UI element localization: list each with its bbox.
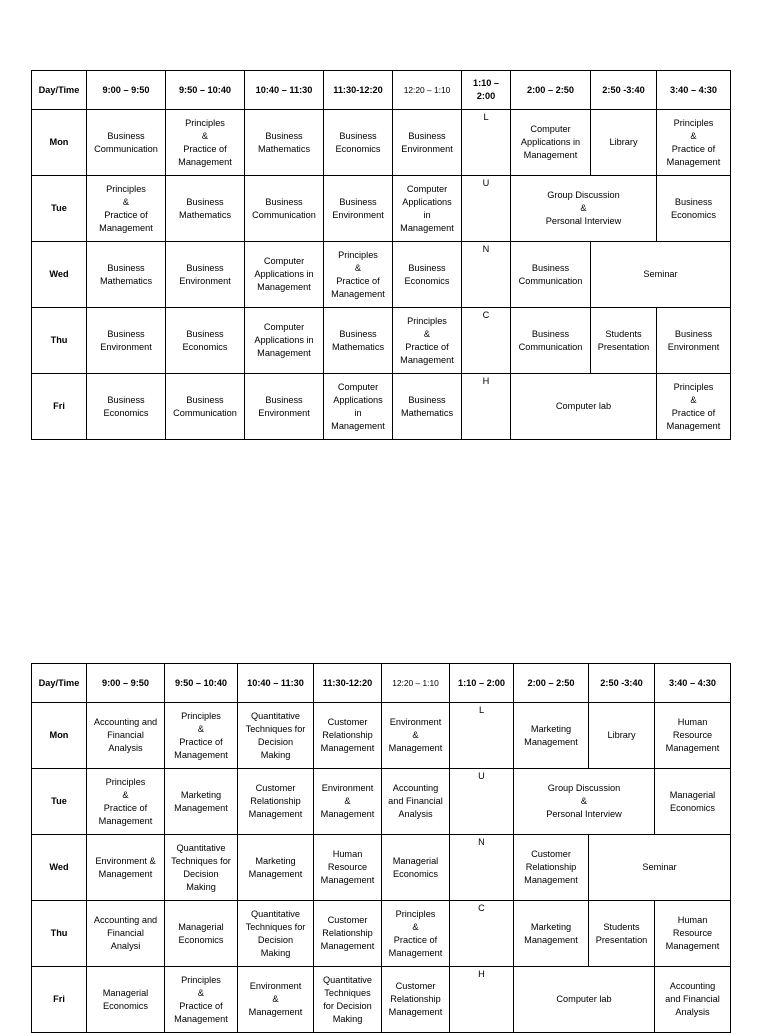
class-cell: Business Economics [166,308,245,374]
day-label: Thu [32,308,87,374]
class-cell: Marketing Management [165,769,238,835]
class-cell: Managerial Economics [165,901,238,967]
lunch-letter: N [462,242,511,308]
header-lunch: 1:10 – 2:00 [462,71,511,110]
class-cell: Group Discussion & Personal Interview [511,176,657,242]
header-slot-1: 9:00 – 9:50 [87,664,165,703]
class-cell: Business Economics [87,374,166,440]
class-cell: Managerial Economics [87,967,165,1033]
class-cell: Computer Applications in Management [245,308,324,374]
class-cell: Quantitative Techniques for Decision Making [238,703,314,769]
class-cell: Business Environment [166,242,245,308]
class-cell: Library [589,703,655,769]
header-day-time: Day/Time [32,664,87,703]
header-slot-8: 2:50 -3:40 [591,71,657,110]
class-cell: Environment & Management [382,703,450,769]
table-row [32,110,731,176]
class-cell: Library [591,110,657,176]
timetable-1 [31,70,731,440]
class-cell: Computer Applications in Management [511,110,591,176]
class-cell: Seminar [591,242,731,308]
class-cell: Principles & Practice of Management [657,110,731,176]
class-cell: Business Communication [166,374,245,440]
table-row [32,374,731,440]
day-label: Wed [32,835,87,901]
table-row [32,835,731,901]
class-cell: Principles & Practice of Management [382,901,450,967]
table-row [32,176,731,242]
class-cell: Accounting and Financial Analysis [655,967,731,1033]
class-cell: Business Mathematics [245,110,324,176]
class-cell: Principles & Practice of Management [166,110,245,176]
class-cell: Business Communication [511,308,591,374]
class-cell: Environment & Management [87,835,165,901]
class-cell: Managerial Economics [655,769,731,835]
class-cell: Human Resource Management [314,835,382,901]
lunch-letter: C [450,901,514,967]
day-label: Fri [32,374,87,440]
day-label: Wed [32,242,87,308]
class-cell: Students Presentation [591,308,657,374]
class-cell: Customer Relationship Management [382,967,450,1033]
class-cell: Marketing Management [514,703,589,769]
class-cell: Business Environment [245,374,324,440]
class-cell: Business Mathematics [393,374,462,440]
header-slot-7: 2:00 – 2:50 [514,664,589,703]
class-cell: Customer Relationship Management [314,901,382,967]
class-cell: Business Communication [87,110,166,176]
class-cell: Principles & Practice of Management [165,967,238,1033]
class-cell: Computer Applications in Management [393,176,462,242]
day-label: Mon [32,110,87,176]
class-cell: Accounting and Financial Analysi [87,901,165,967]
class-cell: Customer Relationship Management [514,835,589,901]
class-cell: Principles & Practice of Management [87,176,166,242]
header-slot-9: 3:40 – 4:30 [655,664,731,703]
class-cell: Seminar [589,835,731,901]
header-slot-1: 9:00 – 9:50 [87,71,166,110]
header-slot-5: 12:20 – 1:10 [382,664,450,703]
class-cell: Business Environment [324,176,393,242]
class-cell: Principles & Practice of Management [657,374,731,440]
class-cell: Customer Relationship Management [238,769,314,835]
class-cell: Computer lab [511,374,657,440]
lunch-letter: U [450,769,514,835]
header-row [32,71,731,110]
header-slot-5: 12:20 – 1:10 [393,71,462,110]
class-cell: Human Resource Management [655,901,731,967]
table-row [32,967,731,1033]
header-day-time: Day/Time [32,71,87,110]
day-label: Tue [32,769,87,835]
day-label: Fri [32,967,87,1033]
header-slot-4: 11:30-12:20 [314,664,382,703]
timetable-2 [31,663,731,1033]
class-cell: Principles & Practice of Management [165,703,238,769]
class-cell: Business Mathematics [166,176,245,242]
class-cell: Principles & Practice of Management [324,242,393,308]
lunch-letter: H [462,374,511,440]
class-cell: Business Communication [245,176,324,242]
header-row [32,664,731,703]
class-cell: Customer Relationship Management [314,703,382,769]
day-label: Mon [32,703,87,769]
class-cell: Managerial Economics [382,835,450,901]
table-row [32,901,731,967]
class-cell: Business Environment [657,308,731,374]
header-lunch: 1:10 – 2:00 [450,664,514,703]
table-row [32,308,731,374]
lunch-letter: U [462,176,511,242]
table-row [32,769,731,835]
class-cell: Human Resource Management [655,703,731,769]
class-cell: Quantitative Techniques for Decision Making [238,901,314,967]
class-cell: Marketing Management [514,901,589,967]
class-cell: Business Mathematics [87,242,166,308]
class-cell: Accounting and Financial Analysis [382,769,450,835]
class-cell: Environment & Management [314,769,382,835]
class-cell: Accounting and Financial Analysis [87,703,165,769]
table-row [32,703,731,769]
class-cell: Principles & Practice of Management [393,308,462,374]
header-slot-7: 2:00 – 2:50 [511,71,591,110]
lunch-letter: H [450,967,514,1033]
class-cell: Business Environment [87,308,166,374]
class-cell: Environment & Management [238,967,314,1033]
header-slot-2: 9:50 – 10:40 [166,71,245,110]
class-cell: Quantitative Techniques for Decision Making [314,967,382,1033]
class-cell: Business Mathematics [324,308,393,374]
class-cell: Business Economics [393,242,462,308]
class-cell: Computer Applications in Management [245,242,324,308]
lunch-letter: L [462,110,511,176]
day-label: Tue [32,176,87,242]
table-row [32,242,731,308]
lunch-letter: C [462,308,511,374]
class-cell: Business Communication [511,242,591,308]
lunch-letter: L [450,703,514,769]
class-cell: Students Presentation [589,901,655,967]
class-cell: Business Environment [393,110,462,176]
day-label: Thu [32,901,87,967]
header-slot-3: 10:40 – 11:30 [238,664,314,703]
class-cell: Computer lab [514,967,655,1033]
class-cell: Business Economics [324,110,393,176]
header-slot-4: 11:30-12:20 [324,71,393,110]
class-cell: Group Discussion & Personal Interview [514,769,655,835]
class-cell: Principles & Practice of Management [87,769,165,835]
header-slot-3: 10:40 – 11:30 [245,71,324,110]
class-cell: Business Economics [657,176,731,242]
header-slot-2: 9:50 – 10:40 [165,664,238,703]
class-cell: Computer Applications in Management [324,374,393,440]
header-slot-8: 2:50 -3:40 [589,664,655,703]
class-cell: Marketing Management [238,835,314,901]
class-cell: Quantitative Techniques for Decision Making [165,835,238,901]
header-slot-9: 3:40 – 4:30 [657,71,731,110]
lunch-letter: N [450,835,514,901]
